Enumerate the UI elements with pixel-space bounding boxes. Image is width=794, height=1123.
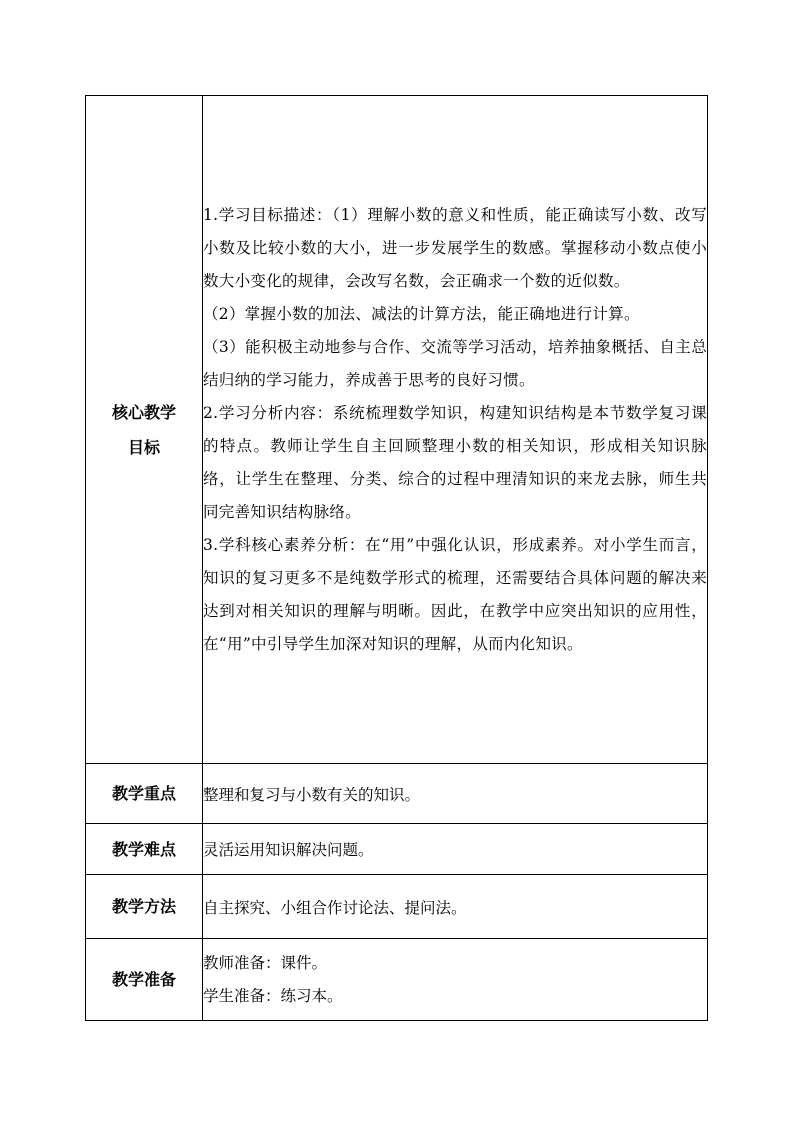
- preparation-line-student: 学生准备：练习本。: [203, 986, 343, 1005]
- objective-paragraph: 3.学科核心素养分析：在“用”中强化认识，形成素养。对小学生而言，知识的复习更多不是纯数学形式的梳理，还需要结合具体问题的解决来达到对相关知识的理解与明晰。因此，在教学中应突出知识的应用性，在“用”中引导学生加深对知识的理解，从而内化知识。: [203, 535, 707, 653]
- table-row: [86, 875, 708, 939]
- table-row: [86, 96, 708, 764]
- row-content-key-points: 整理和复习与小数有关的知识。: [203, 764, 708, 824]
- table-row: [86, 939, 708, 1021]
- row-label-line: 目标: [127, 437, 160, 457]
- row-label-key-points: 教学重点: [86, 764, 203, 824]
- objective-paragraph: 2.学习分析内容：系统梳理数学知识，构建知识结构是本节数学复习课的特点。教师让学生自主回顾整理小数的相关知识，形成相关知识脉络，让学生在整理、分类、综合的过程中理清知识的来龙去脉，师生共同完善知识结构脉络。: [203, 403, 707, 521]
- row-label-difficulties: 教学难点: [86, 824, 203, 875]
- row-label-methods: 教学方法: [86, 875, 203, 939]
- row-content-preparation: [203, 939, 708, 1021]
- row-content-core-objectives: [203, 96, 708, 764]
- row-content-difficulties: 灵活运用知识解决问题。: [203, 824, 708, 875]
- objective-paragraph: （3）能积极主动地参与合作、交流等学习活动，培养抽象概括、自主总结归纳的学习能力，养成善于思考的良好习惯。: [203, 337, 707, 389]
- row-label-preparation: 教学准备: [86, 939, 203, 1021]
- table-row: [86, 764, 708, 824]
- row-content-methods: 自主探究、小组合作讨论法、提问法。: [203, 875, 708, 939]
- row-label-core-objectives: [86, 96, 203, 764]
- lesson-plan-table: [85, 95, 708, 1021]
- objective-paragraph: （2）掌握小数的加法、减法的计算方法，能正确地进行计算。: [203, 304, 640, 323]
- preparation-line-teacher: 教师准备：课件。: [203, 953, 328, 972]
- row-label-line: 核心教学: [111, 402, 176, 422]
- table-row: [86, 824, 708, 875]
- objective-paragraph: 1.学习目标描述：（1）理解小数的意义和性质，能正确读写小数、改写小数及比较小数的大小，进一步发展学生的数感。掌握移动小数点使小数大小变化的规律，会改写名数，会正确求一个数的近似数。: [203, 205, 707, 290]
